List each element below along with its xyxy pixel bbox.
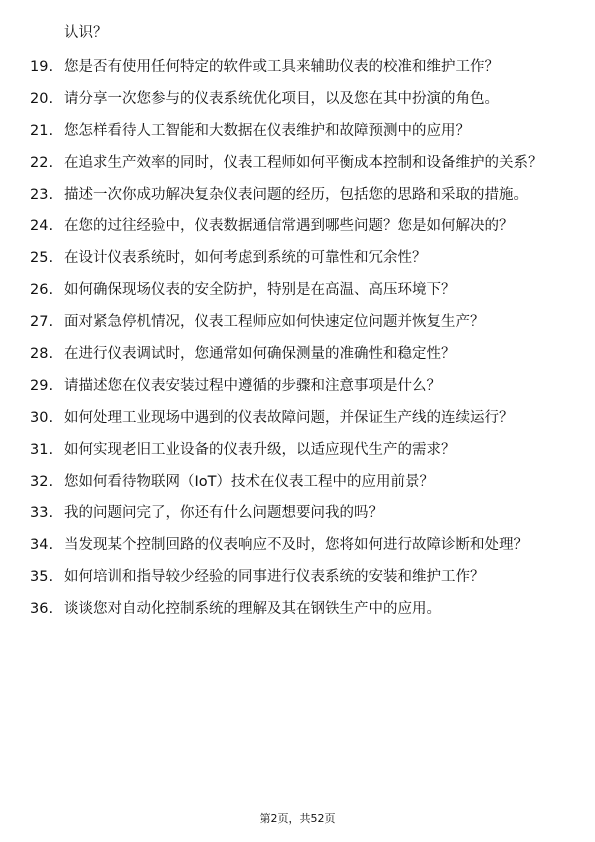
- list-item: [30, 439, 550, 462]
- question-number: 30.: [30, 409, 54, 426]
- question-text: 在您的过往经验中，仪表数据通信常遇到哪些问题？您是如何解决的？: [64, 218, 514, 235]
- list-item: [30, 343, 550, 366]
- list-item: [30, 184, 550, 207]
- question-text: 如何处理工业现场中遇到的仪表故障问题，并保证生产线的连续运行？: [64, 409, 514, 426]
- question-number: 35.: [30, 569, 54, 586]
- question-number: 36.: [30, 601, 54, 618]
- question-number: 34.: [30, 537, 54, 554]
- question-number: 23.: [30, 186, 54, 203]
- question-text: 请分享一次您参与的仪表系统优化项目，以及您在其中扮演的角色。: [64, 90, 499, 107]
- question-number: 32.: [30, 473, 54, 490]
- question-text: 如何培训和指导较少经验的同事进行仪表系统的安装和维护工作？: [64, 569, 485, 586]
- question-text: 您是否有使用任何特定的软件或工具来辅助仪表的校准和维护工作？: [64, 59, 499, 75]
- list-item: [30, 502, 550, 525]
- question-text: 在设计仪表系统时，如何考虑到系统的可靠性和冗余性？: [64, 250, 427, 267]
- list-item: [30, 120, 550, 143]
- list-item: [30, 407, 550, 430]
- question-number: 24.: [30, 218, 54, 235]
- question-number: 26.: [30, 282, 54, 299]
- question-text: 您怎样看待人工智能和大数据在仪表维护和故障预测中的应用？: [64, 122, 470, 139]
- list-item: [30, 534, 550, 557]
- list-item: [30, 88, 550, 111]
- question-text: 请描述您在仪表安装过程中遵循的步骤和注意事项是什么？: [64, 377, 441, 394]
- question-number: 27.: [30, 314, 54, 331]
- list-item: [30, 311, 550, 334]
- question-number: 20.: [30, 90, 54, 107]
- list-item: [30, 598, 550, 621]
- page-footer: 第2页，共52页: [259, 812, 336, 825]
- question-list: [30, 56, 550, 630]
- continuation-text: 认识？: [64, 25, 108, 41]
- question-text: 面对紧急停机情况，仪表工程师应如何快速定位问题并恢复生产？: [64, 314, 485, 331]
- question-text: 如何确保现场仪表的安全防护，特别是在高温、高压环境下？: [64, 282, 456, 299]
- question-text: 谈谈您对自动化控制系统的理解及其在钢铁生产中的应用。: [64, 601, 441, 618]
- question-text: 在追求生产效率的同时，仪表工程师如何平衡成本控制和设备维护的关系？: [64, 154, 543, 171]
- question-number: 33.: [30, 505, 54, 522]
- list-item: [30, 471, 550, 494]
- list-item: [30, 279, 550, 302]
- list-item: [30, 215, 550, 238]
- list-item: [30, 566, 550, 589]
- list-item: [30, 152, 550, 175]
- question-number: 21.: [30, 122, 54, 139]
- list-item: [30, 375, 550, 398]
- list-item: [30, 56, 550, 79]
- question-text: 描述一次你成功解决复杂仪表问题的经历，包括您的思路和采取的措施。: [64, 186, 528, 203]
- question-number: 29.: [30, 377, 54, 394]
- question-number: 22.: [30, 154, 54, 171]
- question-text: 当发现某个控制回路的仪表响应不及时，您将如何进行故障诊断和处理？: [64, 537, 528, 554]
- question-text: 如何实现老旧工业设备的仪表升级，以适应现代生产的需求？: [64, 441, 456, 458]
- question-number: 19.: [30, 59, 54, 75]
- question-number: 25.: [30, 250, 54, 267]
- question-text: 我的问题问完了，你还有什么问题想要问我的吗？: [64, 505, 383, 522]
- question-number: 31.: [30, 441, 54, 458]
- question-text: 在进行仪表调试时，您通常如何确保测量的准确性和稳定性？: [64, 346, 456, 363]
- question-number: 28.: [30, 346, 54, 363]
- question-text: 您如何看待物联网（IoT）技术在仪表工程中的应用前景？: [64, 473, 435, 490]
- list-item: [30, 247, 550, 270]
